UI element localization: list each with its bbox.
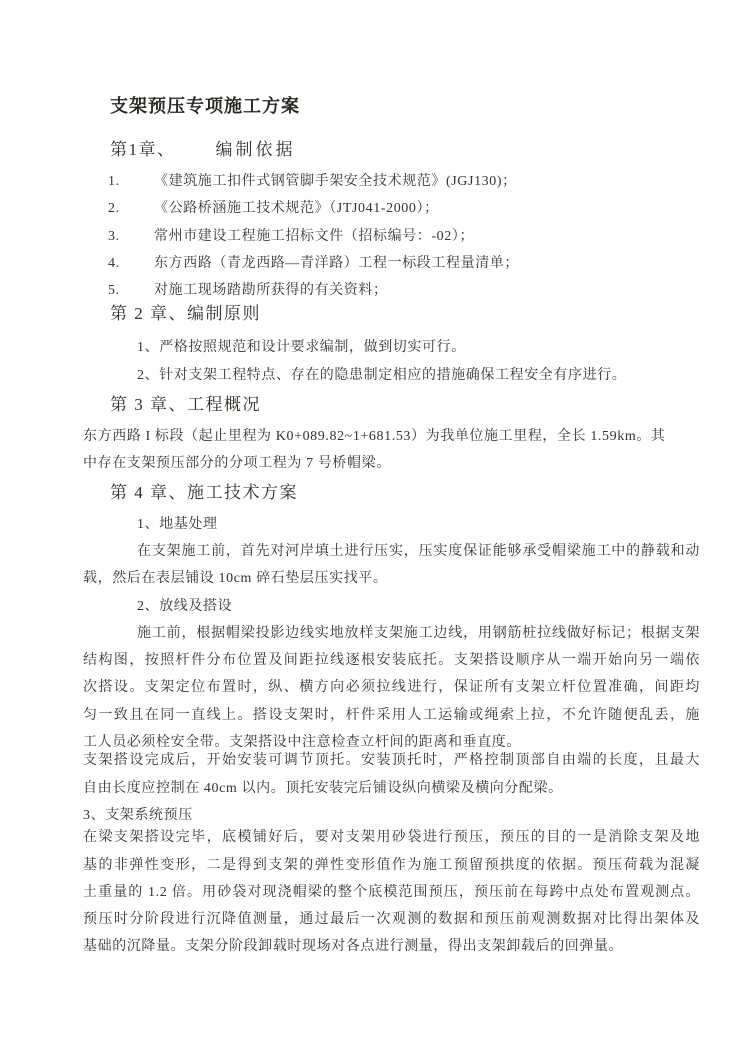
text-line: 施工前，根据帽梁投影边线实地放样支架施工边线，用钢筋桩拉线做好标记；根据支架: [137, 625, 700, 641]
subsection1-paragraph: [83, 538, 700, 593]
chapter1-number: 第1章、: [110, 140, 176, 159]
text-line: 自由长度应控制在 40cm 以内。顶托安装完后铺设纵向横梁及横向分配梁。: [83, 780, 563, 796]
chapter3-heading: 第 3 章、工程概况: [110, 395, 261, 415]
text-line: 工人员必须栓安全带。支架搭设中注意检查立杆间的距离和垂直度。: [83, 735, 521, 751]
reference-number: 3.: [108, 228, 120, 244]
text-line: 预压时分阶段进行沉降值测量，通过最后一次观测的数据和预压前观测数据对比得出架体及: [83, 912, 700, 928]
reference-text: 《公路桥涵施工技术规范》（JTJ041-2000）；: [154, 201, 439, 217]
chapter2-body: [83, 334, 700, 389]
reference-text: 对施工现场踏勘所获得的有关资料；: [154, 283, 388, 299]
text-line: 中存在支架预压部分的分项工程为 7 号桥帽梁。: [83, 456, 391, 472]
subsection3-heading: 3、支架系统预压: [83, 807, 193, 823]
subsection3-paragraph: [83, 824, 700, 960]
reference-text: 常州市建设工程施工招标文件（招标编号：-02）；: [154, 228, 475, 244]
text-line: 在梁支架搭设完毕，底模铺好后，要对支架用砂袋进行预压，预压的目的一是消除支架及地: [83, 830, 700, 846]
reference-list: [83, 168, 700, 304]
subsection2-paragraph2: [83, 747, 700, 802]
text-line: 结构图，按照杆件分布位置及间距拉线逐根安装底托。支架搭设顺序从一端开始向另一端依: [83, 653, 700, 669]
chapter1-title: 编制依据: [215, 140, 296, 159]
principle-line: 2、针对支架工程特点、存在的隐患制定相应的措施确保工程安全有序进行。: [137, 367, 627, 383]
chapter2-heading: 第 2 章、编制原则: [110, 304, 261, 324]
reference-item: [83, 223, 700, 250]
chapter4-body: [83, 511, 700, 961]
principle-line: 1、严格按照规范和设计要求编制，做到切实可行。: [137, 340, 466, 356]
text-line: 基的非弹性变形，二是得到支架的弹性变形值作为施工预留预拱度的依据。预压荷载为混凝: [83, 857, 700, 873]
text-line: 在支架施工前，首先对河岸填土进行压实，压实度保证能够承受帽梁施工中的静载和动: [137, 543, 700, 559]
reference-text: 东方西路（青龙西路—青洋路）工程一标段工程量清单；: [154, 255, 519, 271]
text-line: 基础的沉降量。支架分阶段卸载时现场对各点进行测量，得出支架卸载后的回弹量。: [83, 939, 624, 955]
reference-number: 1.: [108, 174, 120, 189]
reference-item: [83, 250, 700, 277]
text-line: 载，然后在表层铺设 10cm 碎石垫层压实找平。: [83, 571, 388, 587]
reference-number: 4.: [108, 255, 120, 271]
reference-number: 5.: [108, 283, 120, 299]
chapter1-heading: [110, 140, 700, 160]
reference-number: 2.: [108, 201, 120, 217]
document-title: 支架预压专项施工方案: [110, 96, 300, 116]
text-line: 土重量的 1.2 倍。用砂袋对现浇帽梁的整个底模范围预压，预压前在每跨中点处布置观测点。: [83, 884, 700, 900]
subsection2-paragraph1: [83, 620, 700, 756]
subsection1-heading: 1、地基处理: [137, 516, 218, 532]
text-line: 次搭设。支架定位布置时，纵、横方向必须拉线进行，保证所有支架立杆位置准确，间距均: [83, 680, 700, 696]
text-line: 东方西路 I 标段（起止里程为 K0+089.82~1+681.53）为我单位施工里程，全长 1.59km。其: [83, 429, 666, 445]
reference-item: [83, 195, 700, 222]
reference-item: [83, 277, 700, 304]
text-line: 匀一致且在同一直线上。搭设支架时，杆件采用人工运输或绳索上拉，不允许随便乱丢，施: [83, 707, 700, 723]
text-line: 支架搭设完成后，开始安装可调节顶托。安装顶托时，严格控制顶部自由端的长度，且最大: [83, 753, 700, 769]
chapter3-body: [83, 423, 700, 478]
subsection2-heading: 2、放线及搭设: [137, 598, 233, 614]
chapter4-heading: 第 4 章、施工技术方案: [110, 482, 298, 502]
reference-item: [83, 168, 700, 195]
reference-text: 《建筑施工扣件式钢管脚手架安全技术规范》(JGJ130)；: [154, 174, 517, 189]
